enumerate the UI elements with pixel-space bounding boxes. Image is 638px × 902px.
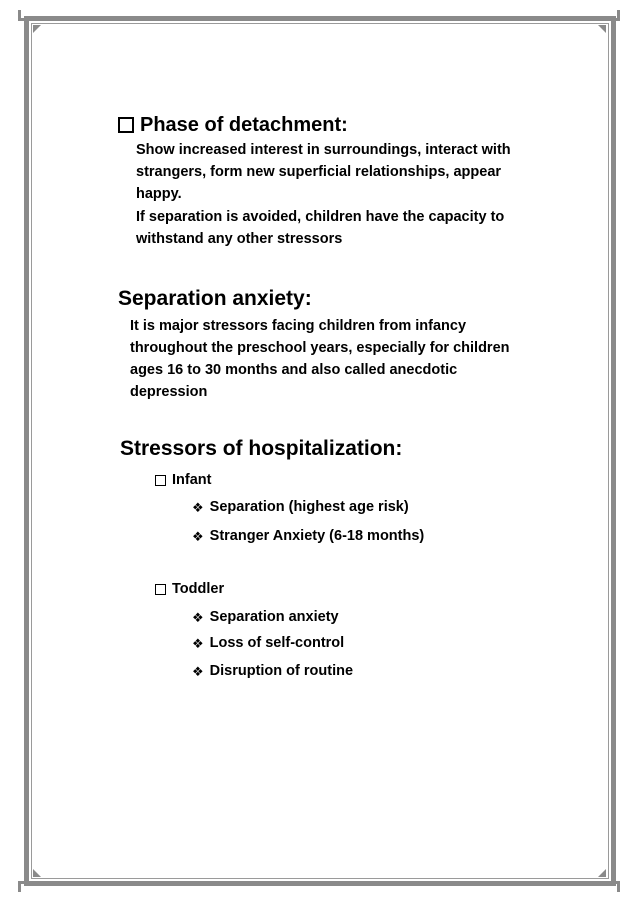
checkbox-icon [155, 475, 166, 486]
checkbox-icon [118, 117, 134, 133]
list-item: ❖ Separation anxiety [192, 609, 339, 625]
diamond-bullet-icon: ❖ [192, 499, 204, 515]
diamond-bullet-icon: ❖ [192, 609, 204, 625]
group-infant: Infant [155, 470, 211, 490]
separation-anxiety-heading: Separation anxiety: [118, 287, 312, 310]
group-toddler: Toddler [155, 579, 224, 599]
detachment-paragraph-2: If separation is avoided, children have the capacity to withstand any other stressors [136, 209, 505, 247]
separation-anxiety-paragraph: It is major stressors facing children from infancy throughout the preschool years, especially for children ages 16 to 30 months and also called anecdotic depression [130, 318, 510, 400]
detachment-paragraph-1: Show increased interest in surroundings, interact with strangers, form new superficial relationships, appear happy. [136, 142, 511, 202]
diamond-bullet-icon: ❖ [192, 528, 204, 544]
stressors-heading: Stressors of hospitalization: [120, 437, 403, 460]
checkbox-icon [155, 584, 166, 595]
list-item: ❖ Separation (highest age risk) [192, 499, 409, 515]
list-item: ❖ Loss of self-control [192, 635, 345, 651]
diamond-bullet-icon: ❖ [192, 663, 204, 679]
detachment-heading: Phase of detachment: [118, 113, 348, 137]
list-item: ❖ Disruption of routine [192, 663, 354, 679]
list-item: ❖ Stranger Anxiety (6-18 months) [192, 528, 425, 544]
diamond-bullet-icon: ❖ [192, 635, 204, 651]
